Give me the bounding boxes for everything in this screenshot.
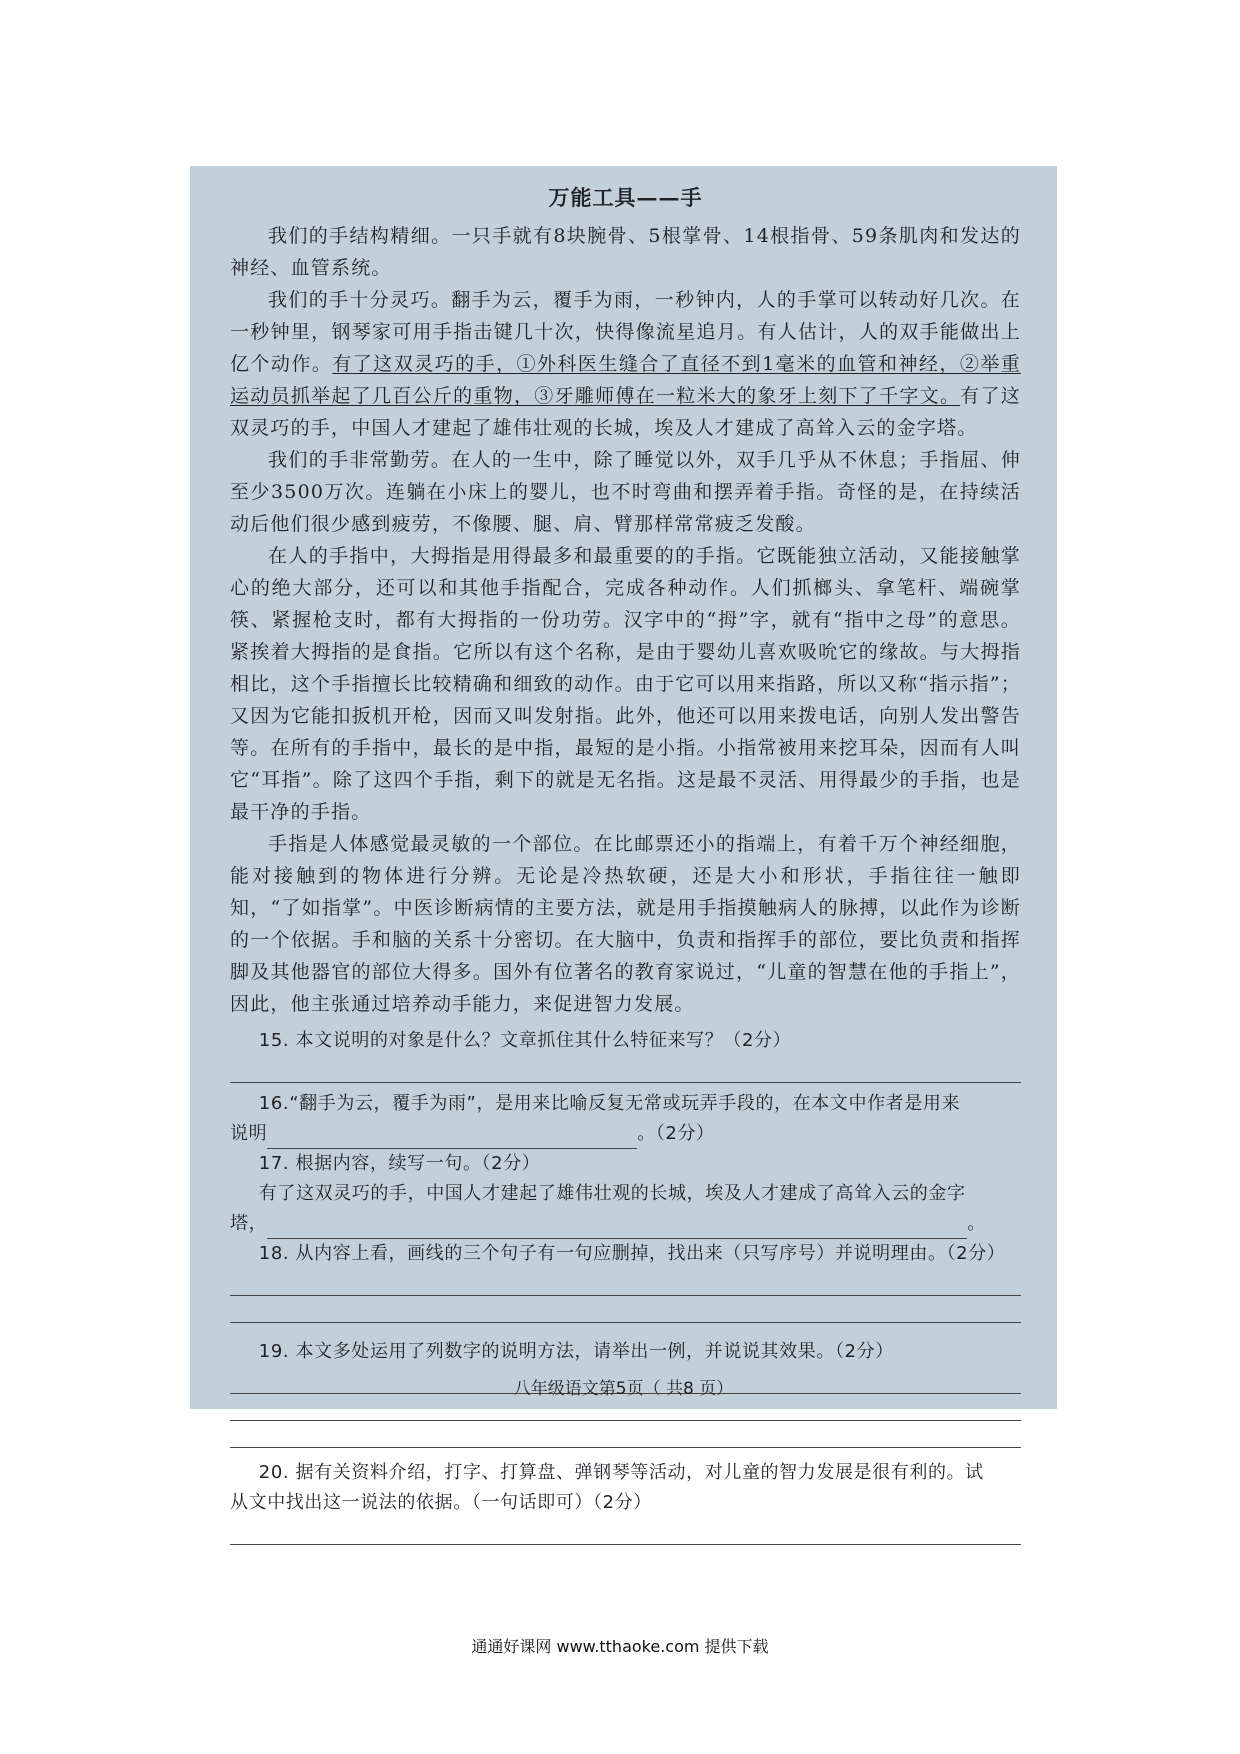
- paragraph-2-intro: 我们的手十分灵巧。翻手为云，覆手为雨，一秒钟内，人的手掌可以转动好几次。在一秒钟里，钢琴家可用手指击键几十次，快得像流星追月。有人估计，人的双手能做出上亿个动作。: [230, 289, 1021, 375]
- question-15: 15. 本文说明的对象是什么？文章抓住其什么特征来写？（2分）: [258, 1030, 792, 1051]
- article-title: 万能工具——手: [548, 185, 703, 210]
- answer-blank-17[interactable]: [267, 1218, 967, 1239]
- paragraph-4: 在人的手指中，大拇指是用得最多和最重要的的手指。它既能独立活动，又能接触掌心的绝大部分，还可以和其他手指配合，完成各种动作。人们抓榔头、拿笔杆、端碗掌筷、紧握枪支时，都有大拇指的一份功劳。汉字中的“拇”字，就有“指中之母”的意思。紧挨着大拇指的是食指。它所以有这个名称，是由于婴幼儿喜欢吸吮它的缘故。与大拇指相比，这个手指擅长比较精确和细致的动作。由于它可以用来指路，所以又称“指示指”；又因为它能扣扳机开枪，因而又叫发射指。此外，他还可以用来拨电话，向别人发出警告等。在所有的手指中，最长的是中指，最短的是小指。小指常被用来挖耳朵，因而有人叫它“耳指”。除了这四个手指，剩下的就是无名指。这是最不灵活、用得最少的手指，也是最干净的手指。: [230, 545, 1021, 823]
- question-19: 19. 本文多处运用了列数字的说明方法，请举出一例，并说说其效果。（2分）: [258, 1341, 894, 1362]
- answer-line-15[interactable]: [230, 1056, 1021, 1083]
- paragraph-5: 手指是人体感觉最灵敏的一个部位。在比邮票还小的指端上，有着千万个神经细胞，能对接触到的物体进行分辨。无论是冷热软硬，还是大小和形状，手指往往一触即知，“了如指掌”。中医诊断病情的主要方法，就是用手指摸触病人的脉搏，以此作为诊断的一个依据。手和脑的关系十分密切。在大脑中，负责和指挥手的部位，要比负责和指挥脚及其他器官的部位大得多。国外有位著名的教育家说过，“儿童的智慧在他的手指上”，因此，他主张通过培养动手能力，来促进智力发展。: [230, 833, 1021, 1015]
- answer-blank-16[interactable]: [267, 1128, 637, 1149]
- question-17: 17. 根据内容，续写一句。（2分）: [258, 1153, 541, 1174]
- q17-prefix: 塔，: [230, 1213, 268, 1234]
- page-number: 八年级语文第5页（ 共8 页）: [513, 1379, 734, 1399]
- q16-prefix: 说明: [230, 1123, 268, 1144]
- q16-suffix: 。（2分）: [637, 1123, 715, 1144]
- question-18: 18. 从内容上看，画线的三个句子有一句应删掉，找出来（只写序号）并说明理由。（2分）: [258, 1243, 1006, 1264]
- question-16: 16.“翻手为云，覆手为雨”，是用来比喻反复无常或玩弄手段的，在本文中作者是用来: [258, 1093, 961, 1114]
- exam-sheet: [190, 166, 1057, 1513]
- answer-line-18b[interactable]: [230, 1296, 1021, 1323]
- download-credit: 通通好课网 www.tthaoke.com 提供下载: [471, 1637, 769, 1656]
- q17-suffix: 。: [967, 1213, 986, 1234]
- paragraph-2-end: 有了这双灵巧的手，中国人才建起了雄伟壮观的长城，埃及人才建成了高耸入云的金字塔。: [230, 385, 1022, 439]
- paragraph-1: 我们的手结构精细。一只手就有8块腕骨、5根掌骨、14根指骨、59条肌肉和发达的神经、血管系统。: [230, 225, 1021, 279]
- questions-section: [230, 1026, 1021, 1545]
- question-17-text: 有了这双灵巧的手，中国人才建起了雄伟壮观的长城，埃及人才建成了高耸入云的金字: [258, 1183, 966, 1204]
- paragraph-2: [230, 284, 1021, 444]
- paragraph-3: 我们的手非常勤劳。在人的一生中，除了睡觉以外，双手几乎从不休息；手指屈、伸至少3500万次。连躺在小床上的婴儿，也不时弯曲和摆弄着手指。奇怪的是，在持续活动后他们很少感到疲劳，不像腰、腿、肩、臂那样常常疲乏发酸。: [230, 449, 1021, 535]
- question-17-cont: [230, 1209, 1021, 1239]
- question-20-cont: 从文中找出这一说法的依据。（一句话即可）（2分）: [230, 1492, 652, 1513]
- underlined-sentences: 有了这双灵巧的手，①外科医生缝合了直径不到1毫米的血管和神经，②举重运动员抓举起了几百公斤的重物，③牙雕师傅在一粒米大的象牙上刻下了千字文。: [230, 353, 1021, 407]
- answer-line-20[interactable]: [230, 1518, 1021, 1545]
- question-20: 20. 据有关资料介绍，打字、打算盘、弹钢琴等活动，对儿童的智力发展是很有利的。试: [258, 1462, 984, 1483]
- question-16-cont: [230, 1119, 1021, 1149]
- answer-line-19c[interactable]: [230, 1421, 1021, 1448]
- answer-line-18a[interactable]: [230, 1269, 1021, 1296]
